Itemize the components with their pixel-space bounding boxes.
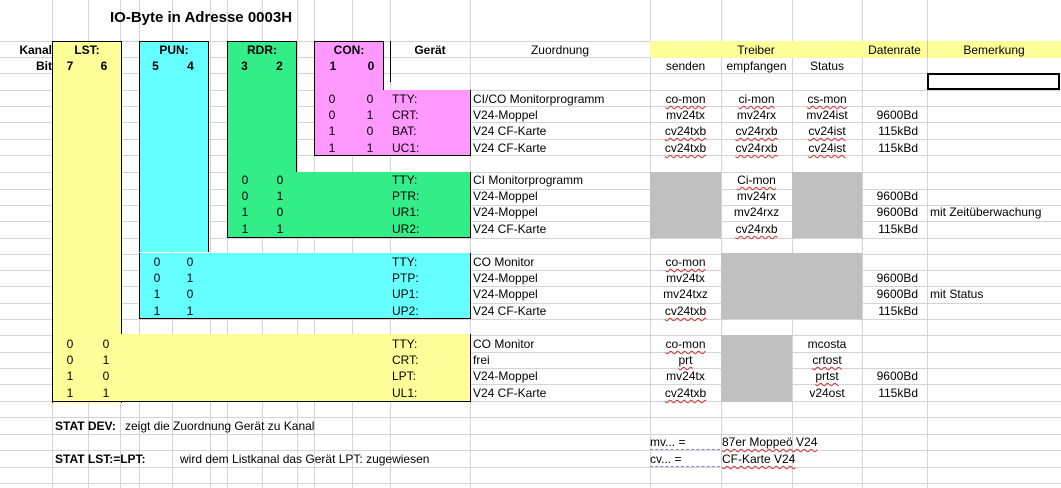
lst-driver-send: prt (678, 353, 693, 367)
con-bit1-value: 1 (328, 124, 336, 138)
rdr-data-rate: 115kBd (878, 222, 918, 236)
geraet-header: Gerät (414, 43, 446, 57)
rdr-data-rate: 9600Bd (876, 205, 918, 219)
pun-device-name: TTY: (392, 255, 418, 269)
pun-driver-send: mv24txz (663, 287, 708, 301)
pun-bit1-value: 0 (153, 255, 161, 269)
pun-recv-status-disabled (721, 253, 862, 319)
bemerkung-header: Bemerkung (963, 43, 1025, 57)
con-driver-receive: mv24rx (736, 108, 777, 122)
pun-bit1-value: 1 (153, 304, 161, 318)
pun-device-name: PTP: (392, 271, 419, 285)
con-bit0-value: 0 (366, 124, 374, 138)
rdr-assignment: CI Monitorprogramm (473, 173, 584, 187)
lst-driver-status: crtost (812, 353, 842, 367)
legend-key: mv... = (650, 435, 686, 449)
con-data-rate: 9600Bd (876, 108, 918, 122)
lst-bit1-value: 1 (66, 369, 74, 383)
lst-device-name: UL1: (392, 386, 418, 400)
rdr-data-rate: 9600Bd (876, 189, 918, 203)
pun-driver-send: mv24tx (666, 271, 705, 285)
pun-bit1-value: 1 (153, 287, 161, 301)
pun-driver-send: co-mon (665, 255, 706, 269)
bit-number: 2 (276, 59, 283, 73)
treiber-header: Treiber (737, 43, 775, 57)
pun-device-name: UP2: (392, 304, 419, 318)
con-assignment: CI/CO Monitorprogramm (473, 92, 605, 106)
rdr-bit1-value: 1 (241, 222, 249, 236)
rdr-channel-header: RDR: (247, 43, 277, 57)
selected-cell[interactable] (927, 73, 1060, 90)
rdr-remark: mit Zeitüberwachung (930, 205, 1042, 219)
lst-data-rate: 9600Bd (876, 369, 918, 383)
pun-channel-header: PUN: (159, 43, 189, 57)
pun-remark: mit Status (930, 287, 984, 301)
empfangen-subheader: empfangen (726, 59, 787, 73)
pun-driver-send: cv24txb (664, 304, 707, 318)
lst-bit1-value: 1 (66, 386, 74, 400)
lst-bit1-value: 0 (66, 353, 74, 367)
con-driver-receive: cv24rxb (735, 124, 778, 138)
lst-bit0-value: 1 (102, 386, 110, 400)
legend-value: CF-Karte V24 (722, 452, 796, 466)
pun-bit0-value: 1 (186, 304, 194, 318)
rdr-bit1-value: 0 (241, 173, 249, 187)
con-driver-status: cv24ist (808, 141, 846, 155)
pun-assignment: V24-Moppel (473, 271, 538, 285)
lst-device-name: TTY: (392, 337, 418, 351)
lst-driver-send: mv24tx (666, 369, 705, 383)
con-bit0-value: 1 (366, 108, 374, 122)
stat-lst-text: wird dem Listkanal das Gerät LPT: zugewiesen (180, 452, 430, 466)
pun-assignment: V24-Moppel (473, 287, 538, 301)
stat-dev-command: STAT DEV: (55, 419, 116, 433)
rdr-driver-receive: Ci-mon (737, 173, 776, 187)
rdr-driver-receive: mv24rx (736, 189, 777, 203)
con-channel-header: CON: (333, 43, 365, 57)
rdr-send-disabled (650, 172, 721, 238)
con-driver-receive: cv24rxb (735, 141, 778, 155)
lst-bit0-value: 0 (102, 369, 110, 383)
lst-driver-send: co-mon (665, 337, 706, 351)
con-bit0-value: 0 (366, 92, 374, 106)
bit-number: 7 (66, 59, 74, 73)
rdr-bit0-value: 1 (276, 222, 284, 236)
sheet-title: IO-Byte in Adresse 0003H (110, 9, 293, 26)
grid-hline (0, 450, 1061, 451)
con-driver-status: mv24ist (806, 108, 848, 122)
rdr-device-name: UR2: (392, 222, 420, 236)
senden-subheader: senden (665, 59, 706, 73)
bit-number: 4 (187, 59, 194, 73)
pun-data-rate: 115kBd (878, 304, 918, 318)
pun-bit1-value: 0 (153, 271, 161, 285)
lst-driver-status: prtst (815, 369, 839, 383)
rdr-assignment: V24-Moppel (473, 205, 538, 219)
con-bit1-value: 1 (328, 141, 336, 155)
grid-hline (0, 434, 1061, 435)
bit-number: 6 (100, 59, 108, 73)
con-assignment: V24-Moppel (473, 108, 538, 122)
lst-device-name: LPT: (392, 369, 417, 383)
con-bit1-value: 0 (328, 92, 336, 106)
rdr-status-disabled (792, 172, 862, 238)
rdr-driver-receive: cv24rxb (735, 222, 778, 236)
lst-driver-status: v24ost (809, 386, 845, 400)
con-assignment: V24 CF-Karte (473, 124, 547, 138)
rdr-bit1-value: 0 (241, 189, 249, 203)
lst-recv-disabled (721, 335, 792, 402)
rdr-driver-receive: mv24rxz (733, 205, 780, 219)
legend-value: 87er Moppeö V24 (722, 435, 818, 449)
stat-dev-text: zeigt die Zuordnung Gerät zu Kanal (125, 419, 315, 433)
pun-device-name: UP1: (392, 287, 419, 301)
pun-assignment: V24 CF-Karte (473, 304, 547, 318)
con-driver-send: cv24txb (664, 124, 707, 138)
pun-data-rate: 9600Bd (876, 271, 918, 285)
rdr-device-name: PTR: (392, 189, 420, 203)
con-assignment: V24 CF-Karte (473, 141, 547, 155)
status-subheader: Status (809, 59, 845, 73)
grid-hline (0, 319, 1061, 320)
lst-driver-status: mcosta (807, 337, 847, 351)
pun-bit0-value: 0 (186, 287, 194, 301)
grid-hline (0, 483, 1061, 484)
bit-number: 0 (367, 59, 375, 73)
bit-number: 5 (152, 59, 159, 73)
grid-hline (0, 467, 1061, 468)
kanal-label: Kanal (19, 43, 52, 57)
datenrate-header: Datenrate (868, 43, 921, 57)
lst-assignment: V24 CF-Karte (473, 386, 547, 400)
bit-label: Bit (36, 59, 52, 73)
con-driver-send: cv24txb (664, 141, 707, 155)
con-device-name: BAT: (392, 124, 417, 138)
lst-device-name: CRT: (392, 353, 419, 367)
rdr-assignment: V24-Moppel (473, 189, 538, 203)
lst-bit0-value: 0 (102, 337, 110, 351)
con-bit0-value: 1 (366, 141, 374, 155)
con-driver-send: mv24tx (666, 108, 705, 122)
lst-driver-send: cv24txb (664, 386, 707, 400)
pun-data-rate: 9600Bd (876, 287, 918, 301)
con-data-rate: 115kBd (878, 124, 918, 138)
bit-number: 3 (241, 59, 248, 73)
pun-bit0-value: 1 (186, 271, 194, 285)
rdr-assignment: V24 CF-Karte (473, 222, 547, 236)
lst-bit0-value: 1 (102, 353, 110, 367)
zuordnung-header: Zuordnung (530, 43, 590, 57)
con-driver-status: cs-mon (807, 92, 847, 106)
con-driver-send: co-mon (665, 92, 706, 106)
rdr-bit0-value: 1 (276, 189, 284, 203)
stat-lst-command: STAT LST:=LPT: (55, 452, 146, 466)
pun-assignment: CO Monitor (473, 255, 535, 269)
lst-data-rate: 115kBd (878, 386, 918, 400)
con-device-name: UC1: (392, 141, 420, 155)
rdr-bit1-value: 1 (241, 205, 249, 219)
rdr-device-name: UR1: (392, 205, 420, 219)
con-device-name: CRT: (392, 108, 419, 122)
lst-channel-header: LST: (74, 43, 100, 57)
lst-assignment: V24-Moppel (473, 369, 538, 383)
con-device-name: TTY: (392, 92, 418, 106)
con-data-rate: 115kBd (878, 141, 918, 155)
rdr-device-name: TTY: (392, 173, 418, 187)
bit-number: 1 (329, 59, 337, 73)
lst-assignment: frei (473, 353, 490, 367)
con-driver-status: cv24ist (808, 124, 846, 138)
pun-bit0-value: 0 (186, 255, 194, 269)
lst-assignment: CO Monitor (473, 337, 535, 351)
rdr-bit0-value: 0 (276, 173, 284, 187)
legend-key: cv... = (650, 452, 682, 466)
rdr-bit0-value: 0 (276, 205, 284, 219)
con-driver-receive: ci-mon (738, 92, 775, 106)
lst-bit1-value: 0 (66, 337, 74, 351)
con-bit1-value: 0 (328, 108, 336, 122)
